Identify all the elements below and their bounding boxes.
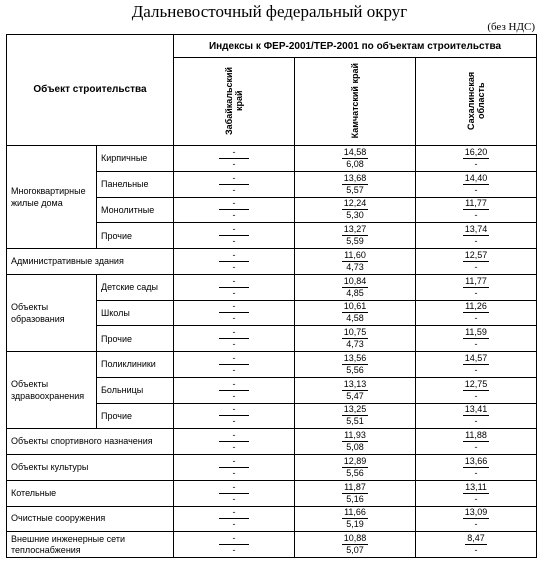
index-value-bottom: - (232, 364, 236, 375)
index-value-bottom: - (474, 313, 478, 324)
index-value-bottom: - (232, 519, 236, 530)
index-value-bottom: 5,57 (346, 184, 364, 195)
index-value-top: - (219, 198, 249, 210)
object-group: Объекты здравоохранения (7, 352, 97, 429)
index-value-bottom: - (232, 416, 236, 427)
index-value-top: 13,27 (343, 224, 367, 235)
index-value-bottom: - (232, 236, 236, 247)
document-title: Дальневосточный федеральный округ (131, 2, 408, 21)
index-value-top: 13,56 (343, 352, 367, 363)
index-value-bottom: - (474, 184, 478, 195)
index-value-bottom: - (232, 493, 236, 504)
index-cell-zab (174, 249, 295, 275)
index-value-top: - (219, 533, 249, 545)
index-value-top: 8,47 (467, 533, 485, 544)
index-cell-sak (416, 455, 537, 481)
index-value-bottom: 4,73 (346, 261, 364, 272)
index-cell-zab (174, 300, 295, 326)
index-cell-kam (295, 171, 416, 197)
index-cell-sak (416, 403, 537, 429)
index-value-top: - (219, 353, 249, 365)
index-cell-kam (295, 480, 416, 506)
index-cell-sak (416, 171, 537, 197)
index-cell-kam (295, 403, 416, 429)
index-value-bottom: - (232, 261, 236, 272)
object-subtype: Поликлиники (97, 352, 174, 378)
index-value-bottom: - (232, 184, 236, 195)
index-value-bottom: 5,19 (346, 519, 364, 530)
object-name: Объекты спортивного назначения (7, 429, 174, 455)
index-value-bottom: 4,85 (346, 287, 364, 298)
index-value-top: 10,75 (343, 327, 367, 338)
table-row (7, 532, 537, 558)
index-cell-zab (174, 532, 295, 558)
index-value-bottom: - (474, 364, 478, 375)
index-value-bottom: - (474, 416, 478, 427)
index-cell-kam (295, 274, 416, 300)
object-name: Очистные сооружения (7, 506, 174, 532)
index-value-bottom: - (474, 210, 478, 221)
index-value-bottom: - (232, 287, 236, 298)
header-region-kamchatsky (295, 58, 416, 146)
index-value-top: 13,11 (465, 481, 487, 492)
table-row (7, 455, 537, 481)
index-value-top: 14,58 (343, 146, 367, 157)
index-cell-kam (295, 146, 416, 172)
index-cell-zab (174, 326, 295, 352)
index-cell-kam (295, 197, 416, 223)
index-value-top: 11,60 (344, 249, 366, 260)
index-value-bottom: - (474, 467, 478, 478)
index-value-bottom: - (232, 545, 236, 556)
object-name: Внешние инженерные сети теплоснабжения (7, 532, 174, 558)
index-value-top: 12,57 (464, 249, 488, 260)
index-value-top: 16,20 (464, 146, 488, 157)
index-value-top: 11,87 (344, 481, 366, 492)
index-value-bottom: 5,30 (346, 210, 364, 221)
index-value-bottom: 5,56 (346, 467, 364, 478)
object-group: Многоквартирные жилые дома (7, 146, 97, 249)
object-subtype: Прочие (97, 223, 174, 249)
index-value-top: 10,61 (343, 301, 367, 312)
index-cell-sak (416, 532, 537, 558)
index-value-top: - (219, 147, 249, 159)
index-value-bottom: - (232, 339, 236, 350)
index-value-bottom: - (474, 158, 478, 169)
index-value-top: 12,75 (464, 378, 488, 389)
index-value-top: 13,25 (343, 404, 367, 415)
index-cell-zab (174, 377, 295, 403)
object-name: Административные здания (7, 249, 174, 275)
index-value-bottom: - (232, 390, 236, 401)
index-value-top: 14,40 (464, 172, 488, 183)
index-value-top: 10,84 (343, 275, 367, 286)
index-value-top: - (219, 224, 249, 236)
index-value-top: - (219, 379, 249, 391)
index-value-top: - (219, 173, 249, 185)
region-label: Камчатский край (350, 62, 360, 139)
index-cell-kam (295, 326, 416, 352)
index-value-bottom: 5,51 (346, 416, 364, 427)
index-cell-sak (416, 352, 537, 378)
index-cell-zab (174, 171, 295, 197)
index-value-bottom: - (474, 442, 478, 453)
index-value-bottom: 5,08 (346, 442, 364, 453)
object-subtype: Школы (97, 300, 174, 326)
index-value-bottom: 4,73 (346, 339, 364, 350)
index-value-top: - (219, 404, 249, 416)
index-value-top: - (219, 482, 249, 494)
index-value-bottom: - (474, 519, 478, 530)
object-subtype: Прочие (97, 403, 174, 429)
object-subtype: Прочие (97, 326, 174, 352)
table-row (7, 352, 537, 378)
object-subtype: Панельные (97, 171, 174, 197)
index-value-top: - (219, 276, 249, 288)
index-value-top: - (219, 430, 249, 442)
index-value-top: 11,26 (465, 301, 487, 312)
index-cell-zab (174, 223, 295, 249)
table-row (7, 506, 537, 532)
index-cell-zab (174, 429, 295, 455)
index-value-top: 11,77 (465, 198, 487, 209)
header-region-sakhalin (416, 58, 537, 146)
index-value-bottom: 5,07 (346, 545, 364, 556)
index-cell-kam (295, 300, 416, 326)
index-value-top: 14,57 (464, 352, 488, 363)
index-value-bottom: 4,58 (346, 313, 364, 324)
object-subtype: Монолитные (97, 197, 174, 223)
index-value-top: 11,66 (344, 507, 366, 518)
header-region-zabaikalsky (174, 58, 295, 146)
index-cell-kam (295, 377, 416, 403)
object-subtype: Кирпичные (97, 146, 174, 172)
index-value-top: - (219, 507, 249, 519)
index-cell-sak (416, 377, 537, 403)
header-indices: Индексы к ФЕР-2001/ТЕР-2001 по объектам строительства (174, 35, 537, 58)
index-value-top: 11,88 (465, 430, 487, 441)
index-table (6, 34, 537, 558)
index-cell-zab (174, 146, 295, 172)
vat-note: (без НДС) (487, 21, 535, 33)
object-group: Объекты образования (7, 274, 97, 351)
index-value-top: - (219, 301, 249, 313)
table-row (7, 249, 537, 275)
index-cell-sak (416, 429, 537, 455)
index-value-top: 13,66 (464, 455, 488, 466)
index-cell-zab (174, 274, 295, 300)
index-value-bottom: - (474, 545, 478, 556)
index-value-top: 13,74 (464, 224, 488, 235)
index-value-top: 13,41 (464, 404, 488, 415)
index-value-bottom: 5,59 (346, 236, 364, 247)
index-cell-kam (295, 352, 416, 378)
index-value-top: 13,13 (343, 378, 367, 389)
object-name: Объекты культуры (7, 455, 174, 481)
table-row (7, 146, 537, 172)
index-value-bottom: - (232, 442, 236, 453)
index-cell-sak (416, 249, 537, 275)
index-cell-zab (174, 506, 295, 532)
table-row (7, 480, 537, 506)
object-subtype: Больницы (97, 377, 174, 403)
index-cell-zab (174, 352, 295, 378)
index-value-bottom: - (474, 261, 478, 272)
index-cell-sak (416, 274, 537, 300)
header-object: Объект строительства (7, 35, 174, 146)
index-value-top: 12,89 (343, 455, 367, 466)
table-row (7, 274, 537, 300)
index-cell-kam (295, 506, 416, 532)
index-cell-zab (174, 197, 295, 223)
index-value-top: 13,09 (464, 507, 488, 518)
index-cell-sak (416, 506, 537, 532)
index-value-top: 11,77 (465, 275, 487, 286)
index-cell-kam (295, 455, 416, 481)
table-row (7, 429, 537, 455)
index-cell-kam (295, 223, 416, 249)
index-value-bottom: - (474, 493, 478, 504)
index-cell-sak (416, 326, 537, 352)
index-value-bottom: - (474, 287, 478, 298)
index-value-top: 10,88 (343, 533, 367, 544)
index-cell-kam (295, 429, 416, 455)
index-value-top: 11,59 (465, 327, 487, 338)
index-cell-zab (174, 480, 295, 506)
index-value-bottom: - (232, 467, 236, 478)
index-value-bottom: - (474, 339, 478, 350)
index-value-top: - (219, 456, 249, 468)
index-cell-sak (416, 146, 537, 172)
index-value-top: 11,93 (344, 430, 366, 441)
index-cell-sak (416, 480, 537, 506)
index-cell-sak (416, 300, 537, 326)
index-cell-sak (416, 223, 537, 249)
index-value-top: - (219, 250, 249, 262)
index-value-bottom: - (232, 313, 236, 324)
index-value-bottom: 5,47 (346, 390, 364, 401)
index-value-bottom: - (232, 210, 236, 221)
index-value-bottom: 5,16 (346, 493, 364, 504)
index-value-bottom: - (232, 158, 236, 169)
index-value-bottom: 5,56 (346, 364, 364, 375)
region-label: Сахалинская область (466, 71, 486, 130)
index-cell-zab (174, 403, 295, 429)
index-value-top: 13,68 (343, 172, 367, 183)
index-cell-sak (416, 197, 537, 223)
table-body (7, 146, 537, 558)
index-value-top: 12,24 (343, 198, 367, 209)
region-label: Забайкальский край (224, 66, 244, 135)
object-subtype: Детские сады (97, 274, 174, 300)
index-value-top: - (219, 327, 249, 339)
index-value-bottom: - (474, 390, 478, 401)
object-name: Котельные (7, 480, 174, 506)
index-value-bottom: - (474, 236, 478, 247)
index-cell-kam (295, 249, 416, 275)
index-value-bottom: 6,08 (346, 158, 364, 169)
index-cell-zab (174, 455, 295, 481)
index-cell-kam (295, 532, 416, 558)
